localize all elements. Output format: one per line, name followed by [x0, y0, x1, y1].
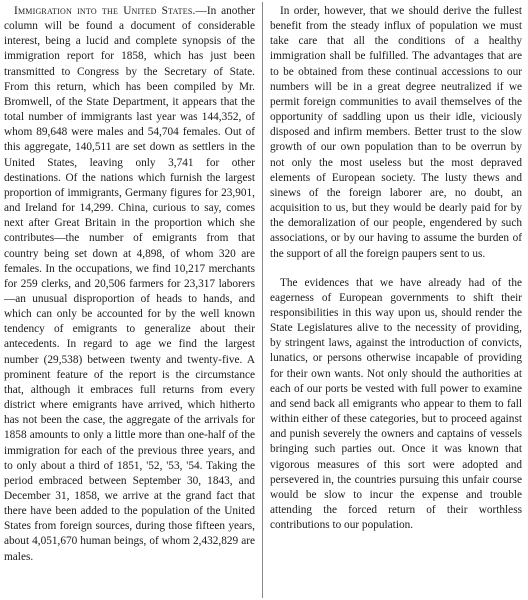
- article-heading: Immigration into the United States.: [14, 5, 196, 17]
- article-paragraph: The evidences that we have already had of the eagerness of European governments to shift their responsibilities in this way upon us, should render the State Legislatures alive to the necessity of providing, by stringent laws, against the introduction of convicts, lunatics, or persons otherwise incapable of providing for their own wants. Not only should the authorities at each of our ports be vested with full power to examine and send back all emigrants who appear to them to fall within either of these categories, but to proceed against and punish severely the owners and captains of vessels bringing such parties out. Once it was known that vigorous measures of this sort were adopted and persevered in, the countries pursuing this unfair course would be slow to incur the expense and trouble attending the forced return of their worthless contributions to our population.: [270, 276, 522, 532]
- paragraph-gap: [270, 262, 522, 276]
- right-column: [270, 4, 522, 533]
- article-paragraph: In order, however, that we should derive the fullest benefit from the steady influx of population we must take care that all the conditions of a healthy immigration shall be fulfilled. The advantages that are to be obtained from these continual accessions to our numbers will be in a great degree neutralized if we permit foreign communities to avail themselves of the opportunity of saddling upon us their idle, viciously disposed and infirm members. Better trust to the slow growth of our own population than to be overrun by not only the most useless but the most depraved elements of European society. The lusty thews and sinews of the foreign laborer are, no doubt, an acquisition to us, but they would be dearly paid for by the demoralization of our people, engendered by such associations, or by our having to assume the burden of the support of all the foreign paupers sent to us.: [270, 5, 522, 260]
- article-paragraph: Immigration into the United States.—In another column will be found a document of considerable interest, being a lucid and complete synopsis of the immigration report for 1858, which has just been transmitted to Congress by the Secretary of State. From this return, which has been compiled by Mr. Bromwell, of the State Department, it appears that the total number of immigrants last year was 144,352, of whom 89,648 were males and 54,704 females. Out of this aggregate, 140,511 are set down as settlers in the United States, leaving only 3,741 for other destinations. Of the nations which furnish the largest proportion of immigrants, Germany figures for 23,901, and Ireland for 14,299. China, curious to say, comes next after Great Britain in the proportion which she contributes—the number of emigrants from that country being set down at 4,898, of whom 320 are females. In the occupations, we find 10,217 merchants for 259 clerks, and 20,506 farmers for 23,317 laborers—an unusual disproportion of heads to hands, and which can only be accounted for by the well known tendency of emigrants to generalize about their antecedents. In regard to age we find the largest number (29,538) between twenty and twenty-five. A prominent feature of the report is the circumstance that, although it embraces full returns from every district where emigrants have arrived, which hitherto has not been the case, the aggregate of the arrivals for 1858 amounts to only a little more than one-half of the immigration for each of the previous three years, and to only about a third of 1851, '52, '53, '54. Taking the period embraced between September 30, 1843, and December 31, 1858, we arrive at the grand fact that there have been added to the population of the United States from foreign sources, during those fifteen years, about 4,051,670 human beings, of whom 2,432,829 are males.: [4, 5, 256, 563]
- left-column: [4, 4, 255, 565]
- article-body-text: In another column will be found a document of considerable interest, being a lucid and complete synopsis of the immigration report for 1858, which has just been transmitted to Congress by the Secretary of State. From this return, which has been compiled by Mr. Bromwell, of the State Department, it appears that the total number of immigrants last year was 144,352, of whom 89,648 were males and 54,704 females. Out of this aggregate, 140,511 are set down as settlers in the United States, leaving only 3,741 for other destinations. Of the nations which furnish the largest proportion of immigrants, Germany figures for 23,901, and Ireland for 14,299. China, curious to say, comes next after Great Britain in the proportion which she contributes—the number of emigrants from that country being set down at 4,898, of whom 320 are females. In the occupations, we find 10,217 merchants for 259 clerks, and 20,506 farmers for 23,317 laborers—an unusual disproportion of heads to hands, and which can only be accounted for by the well known tendency of emigrants to generalize about their antecedents. In regard to age we find the largest number (29,538) between twenty and twenty-five. A prominent feature of the report is the circumstance that, although it embraces full returns from every district where emigrants have arrived, which hitherto has not been the case, the aggregate of the arrivals for 1858 amounts to only a little more than one-half of the immigration for each of the previous three years, and to only about a third of 1851, '52, '53, '54. Taking the period embraced between September 30, 1843, and December 31, 1858, we arrive at the grand fact that there have been added to the population of the United States from foreign sources, during those fifteen years, about 4,051,670 human beings, of whom 2,432,829 are males.: [4, 5, 256, 563]
- column-divider: [262, 2, 263, 598]
